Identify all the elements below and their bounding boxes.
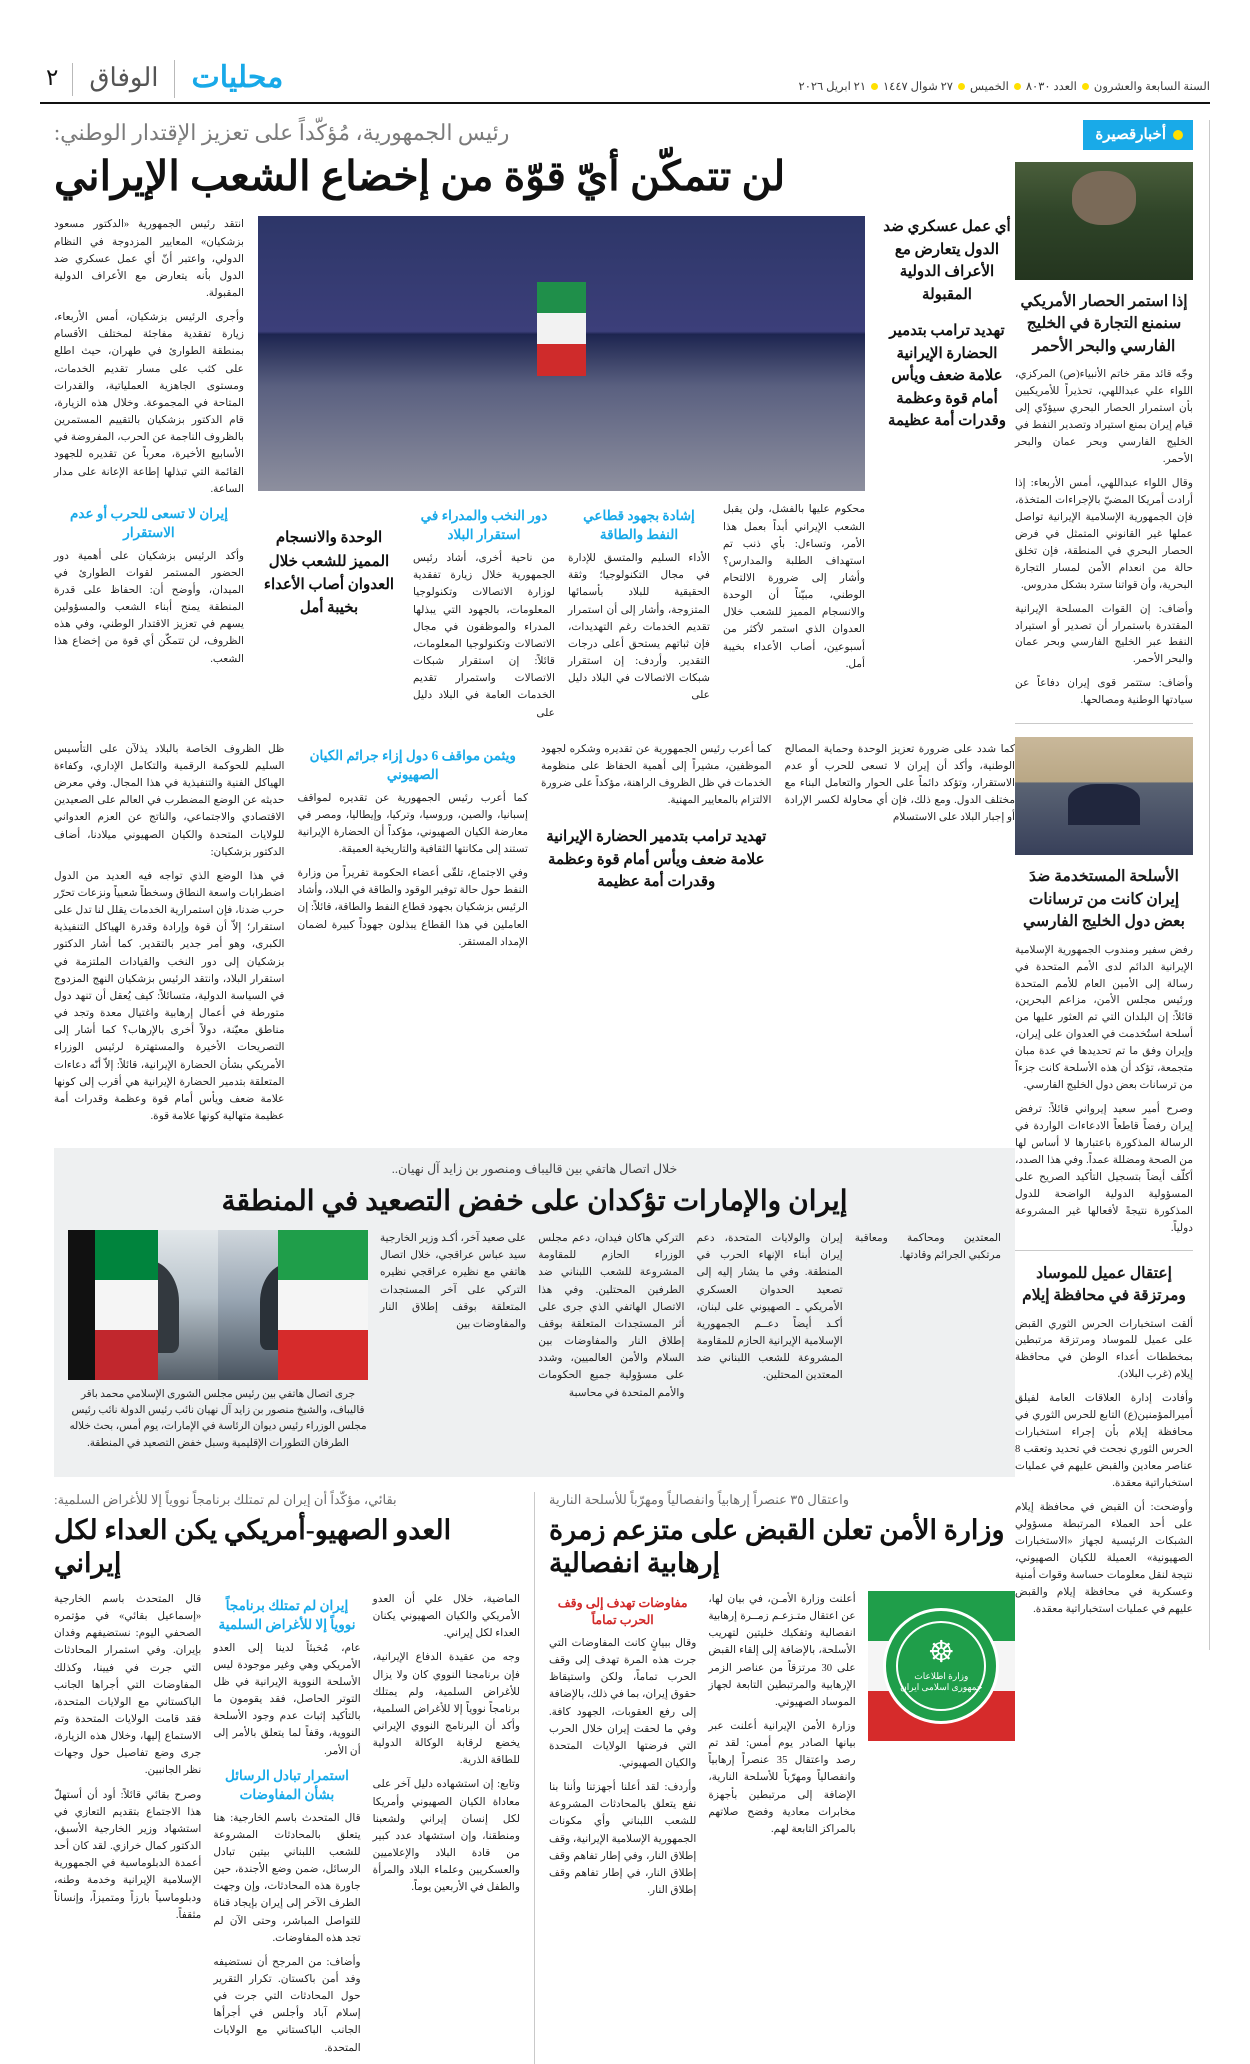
- band-photo-column: [68, 1230, 368, 1462]
- lead-paragraph: انتقد رئيس الجمهورية «الدكتور مسعود بزشكيان» المعايير المزدوجة في النظام الدولي، واعتبر أنّ أي عمل عسكري ضد الدول بأنه يتعارض مع الأعراف الدولية المقبولة.: [54, 219, 244, 299]
- bottom-subhead: إيران لم تمتلك برنامجاً نووياً إلا للأغراض السلمية: [218, 1597, 356, 1632]
- divider: [1015, 723, 1193, 724]
- page-number: ٢: [46, 65, 59, 90]
- short-news-sidebar: [1015, 120, 1210, 1650]
- band-paragraph: المعتدين ومحاكمة ومعاقبة مرتكبي الجرائم وقادتها.: [854, 1233, 1001, 1262]
- bullet-dot-icon: [1082, 83, 1089, 90]
- uae-iran-article: [54, 1148, 1015, 1477]
- bottom-paragraph: وجه من عقيدة الدفاع الإيرانية، فإن برنامجنا النووي كان ولا يزال للأغراض السلمية، ولم يمتلك برنامجاً نووياً إلا للأغراض السلمية، وأكد أن البرنامج النووي الإيراني يخضع لرقابة الوكالة الدولية للطاقة الذرية.: [372, 1652, 520, 1767]
- lead-pullquote: تهديد ترامب بتدمير الحضارة الإيرانية علامة ضعف ويأس أمام قوة وعظمة وقدرات أمة عظيمة: [546, 829, 767, 891]
- brand-title: الوفاق: [72, 63, 174, 96]
- masthead-right: [40, 60, 301, 98]
- lead-paragraph: من ناحية أخرى، أشاد رئيس الجمهورية خلال زيارة تفقدية لوزارة الاتصالات وتكنولوجيا المعلومات، بالجهود التي يبذلها المدراء والموظفون في مجال الاتصالات وتكنولوجيا المعلومات، قائلاً: إن استقرار شبكات الاتصالات واستمرار تقديم الخدمات العامة في البلاد دليل على: [413, 553, 555, 719]
- sidebar-paragraph: ألقت استخبارات الحرس الثوري القبض على عميل للموساد ومرتزقة مرتبطين بمخططات أعداء الوطن في محافظة إيلام (غرب البلاد).: [1015, 1318, 1193, 1381]
- sidebar-headline: الأسلحة المستخدمة ضدَ إيران كانت من ترسانات بعض دول الخليج الفارسي: [1023, 868, 1185, 931]
- bottom-subhead: مفاوضات تهدف إلى وقف الحرب تماماً: [557, 1595, 688, 1628]
- lead-left-column: [879, 216, 1015, 728]
- sidebar-paragraph: وأضاف: إن القوات المسلحة الإيرانية المقتدرة باستمرار أن تصدير أو استيراد النفط عبر الخليج الفارسي وبحر عمان والبحر الأحمر.: [1015, 603, 1193, 666]
- lead-paragraph: محكوم عليها بالفشل، ولن يقبل الشعب الإيراني أبداً بعمل هذا الأمر، وتساءل: بأي ذنب تم استهداف الطلبة والمدارس؟ وأشار إلى ضرورة الالتحام الوطني، مبيّناً أن الوحدة والانسجام المميز للشعب خلال العدوان الذي استمر لأكثر من أسبوعين، أصاب الأعداء بخيبة أمل.: [723, 504, 865, 670]
- bottom-paragraph: وتابع: إن استشهاده دليل آخر على معاداة الكيان الصهيوني وأمريكا لكل إنسان إيراني ولشعبنا ومنطقنا، وإن استشهاد عدد كبير من قادة البلاد والإعلاميين والعسكريين وعلماء البلاد والمرأة والطفل في الأربعين يوماً.: [372, 1779, 520, 1894]
- column-divider: [534, 1492, 535, 2064]
- emblem-symbol-icon: ☸: [927, 1635, 955, 1669]
- list-item[interactable]: [1015, 1263, 1193, 1619]
- bullet-dot-icon: [958, 83, 965, 90]
- ministry-of-intelligence-emblem-flag: [868, 1591, 1015, 1741]
- sidebar-paragraph: وأضاف: ستتمر قوى إيران دفاعاً عن سيادتها الوطنية ومصالحها.: [1015, 678, 1193, 707]
- dateline-issue: العدد ٨٠٣٠: [1025, 81, 1077, 93]
- un-security-council-photo: [1015, 737, 1193, 855]
- short-news-tag: [1083, 120, 1193, 150]
- bottom-paragraph: وأضاف: من المرجح أن نستضيفه وفد أمن باكستان. تكرار التقرير حول المحادثات التي جرت في إسلام آباد وأجلس في أجرأها الجانب الباكستاني مع الولايات المتحدة.: [213, 1956, 361, 2054]
- sidebar-paragraph: وصرح أمير سعيد إيرواني قائلاً: ترفض إيران رفضاً قاطعاً الادعاءات الواردة في الرسالة المذكورة باعتبارها لا أساس لها من الصحة ومضللة عمداً. وفي هذا الصدد، أكلّف أيضاً بتسجيل التأكيد الصريح على المسؤولية الدولية الواضحة للدول المذكورة نتيجةً لأفعالها غير المشروعة دولياً.: [1015, 1104, 1193, 1234]
- qalibaf-and-mansour-bin-zayed-photo: [68, 1230, 368, 1380]
- lead-subhead: ويثمن مواقف 6 دول إزاء جرائم الكيان الصهيوني: [309, 747, 516, 782]
- band-paragraph: التركي هاكان فيدان، دعم مجلس الوزراء الحازم للمقاومة المشروعة للشعب اللبناني ضد الطرفين المحتلين. وفي هذا الاتصال الهاتفي الذي جرى على أثر المستجدات المتعلقة بوقف إطلاق النار والمفاوضات بين السلام والأمن العالميين، وشدد على مسؤولية جميع الحكومات والأمم المتحدة في محاسبة: [538, 1233, 685, 1399]
- section-title: محليات: [174, 60, 301, 98]
- sidebar-headline: إعتقال عميل للموساد ومرتزقة في محافظة إيلام: [1022, 1264, 1186, 1305]
- lead-photo-wrapper: [258, 216, 865, 728]
- band-paragraph: على صعيد آخر، أكـد وزير الخارجية سيد عباس عراقجي، خلال اتصال هاتفي مع نظيره عراقجي نظيره التركي على آخر المستجدات المتعلقة بوقف إطلاق النار والمفاوضات بين: [380, 1233, 527, 1330]
- newspaper-page: [0, 60, 1250, 2054]
- bottom-paragraph: وأردف: لقد أعلنا أجهزتنا وأننا بنا نفع يتعلق بالمحادثات المشروعة للشعب اللبناني وأي مكونات الجمهورية الإسلامية الإيرانية، وقف إطلاق النار، وفي إطار تفاهم وقف إطلاق النار، في إطار تفاهم وقف إطلاق النار.: [549, 1782, 697, 1897]
- dateline-hijri: ٢٧ شوال ١٤٤٧: [883, 81, 953, 93]
- lead-paragraph: وفي الاجتماع، تلقّى أعضاء الحكومة تقريراً من وزارة النفط حول حالة توفير الوقود والطاقة في البلاد، وأشاد الرئيس بزشكيان بجهود قطاع النفط والطاقة، قائلاً: إن العاملين في هذا القطاع يبذلون جهوداً كبيرة لضمان الإمداد المستقر.: [297, 868, 528, 948]
- bottom-right-kicker: بقائي، مؤكّداً أن إيران لم تمتلك برنامجاً نووياً إلا للأغراض السلمية:: [54, 1492, 397, 1508]
- lead-paragraph: ظل الظروف الخاصة بالبلاد يذلآن على التأسيس السليم للحوكمة الرقمية والتكامل الإداري، وكفاءة الهياكل الفنية والتنفيذية في هذا المجال. وفي معرض حديثه عن الوضع المضطرب في العالم على الصعيدين الاقتصادي والاجتماعي، والناتج عن العزم العدواني للولايات المتحدة والكيان الصهيوني ميلادنا، أضاف الدكتور بزشكيان:: [54, 743, 285, 858]
- main-column: [40, 120, 1015, 2054]
- lead-paragraph: وأكد الرئيس بزشكيان على أهمية دور الحضور المستمر لقوات الطوارئ في الميدان، وأوضح أن: الحفاظ على قدرة المنطقة يمنح أبناء الشعب والمسؤولين يسهم في تعزيز الاقتدار الوطني، وفي هذه الظروف، لن تتمكّن أي قوة من إخضاع هذا الشعب.: [54, 550, 244, 665]
- band-kicker: خلال اتصال هاتفي بين قاليباف ومنصور بن زايد آل نهيان..: [391, 1162, 678, 1177]
- lead-pullquote: الوحدة والانسجام المميز للشعب خلال العدوان أصاب الأعداء بخيبة أمل: [263, 530, 395, 617]
- sidebar-paragraph: وقال اللواء عبداللهي، أمس الأربعاء: إذا أرادت أمريكا المضيّ بالإجراءات المتخذة، فإن الجمهورية الإسلامية الإيرانية تواصل عملها غير القانوني المتمثل في فرض الحصار البحري في المنطقة، فإن تخلق حالة من انعدام الأمن لمسار التجارة البحرية، وأن قواتنا سترد بشكل مدروس.: [1015, 478, 1193, 591]
- sidebar-paragraph: رفض سفير ومندوب الجمهورية الإسلامية الإيرانية الدائم لدى الأمم المتحدة في رسالة إلى الأمين العام للأمم المتحدة ورئيس مجلس الأمن، مزاعم البحرين، قائلاً: إن البلدان التي تم العثور عليها من أسلحة استُخدمت في العدوان على إيران، وإيران وفق ما تم تحديدها في عدة مبان متجمعة، تؤكد أن هذه الأسلحة كانت جزءاً من ترسانات بعض دول الخليج الفارسي.: [1015, 944, 1193, 1092]
- lead-paragraph: في هذا الوضع الذي تواجه فيه العديد من الدول اضطرابات واسعة النطاق وسخطاً شعبياً ونزعات تحرّر حرب ضدنا، فإن استمرارية الخدمات يقلل لنا تدل على استقرار؛ إلاّ أن قوة وإرادة وقدرة الهياكل التنفيذية الكبرى، وهو أمر جدير بالتقدير. كما أشار الدكتور بزشكيان إلى دور النخب والقيادات الملتزمة في استقرار البلاد، وانتقد الرئيس بزشكيان النهج المزدوج في السياسة الدولية، متسائلاً: كيف يُعقل أن تنهد دول متورطة في أعمال إرهابية واغتيال معدة وتجد في مناطق معيّنة، دولاً أخرى بالإرهاب؟ كما أشار إلى التصريحات الأخيرة والمستهترة لرئيس الوزراء الأمريكي بشأن الحضارة الإيرانية، قائلاً: إلاّ أنّه دعاءات المتعلقة بتدمير الحضارة الإيرانية هي أقرب إلى كونها علامة ضعف ويأس أمام قوة وعظمة وقدرات أمة عظيمة متهالية كونها علامة قوة.: [54, 870, 285, 1122]
- bullet-dot-icon: [1173, 130, 1183, 140]
- lead-paragraph: كما أعرب رئيس الجمهورية عن تقديره لمواقف إسبانيا، والصين، وروسيا، وتركيا، وإيطاليا، ومصر في معارضة الكيان الصهيوني، مؤكداً أن الحضارة الإيرانية تستند إلى مكانتها الثقافية والتاريخية العميقة.: [297, 792, 528, 855]
- bottom-paragraph: وقال ببيانٍ كانت المفاوضات التي جرت هذه المرة تهدف إلى وقف الحرب تماماً، ولكن واستيقاظ حقوق إيران، بما في ذلك، بالإضافة إلى رفع العقوبات، الجهود كافة. وفي ما لحقت إيران خلال الحرب التي فرضتها الولايات المتحدة والكيان الصهيوني.: [549, 1637, 697, 1770]
- lead-pullquote: أي عمل عسكري ضد الدول يتعارض مع الأعراف الدولية المقبولة: [883, 219, 1011, 303]
- lead-kicker: رئيس الجمهورية، مُؤكّداً على تعزيز الإقتدار الوطني:: [54, 120, 510, 145]
- bottom-subhead: استمرار تبادل الرسائل بشأن المفاوضات: [225, 1767, 349, 1802]
- band-photo-caption: جرى اتصال هاتفي بين رئيس مجلس الشورى الإسلامي محمد باقر قاليباف، والشيخ منصور بن زايد آل نهيان نائب رئيس الدولة نائب رئيس مجلس الوزراء رئيس ديوان الرئاسة في الإمارات، يوم أمس، بحث خلاله الطرفان التطورات الإقليمية وسبل خفض التصعيد في المنطقة.: [69, 1389, 367, 1449]
- dateline-weekday: الخميس: [969, 81, 1009, 93]
- lead-right-column: [54, 216, 244, 728]
- bottom-paragraph: قال المتحدث باسم الخارجية «إسماعيل بقائي» في مؤتمره الصحفي اليوم: نستضيفهم وفدان بإيران. وفي استمرار المحادثات التي جرت في فيينا، وكذلك المفاوضات التي أجراها الجانب الباكستاني مع الولايات المتحدة، فقد قامت الولايات المتحدة وتم الاستماع إليها، وخلال هذه الزيارة، جرى وضع تفاصيل حول وجهات نظر الجانبين.: [54, 1593, 202, 1777]
- general-portrait-photo: [1015, 162, 1193, 280]
- lead-subhead: دور النخب والمدراء في استقرار البلاد: [420, 508, 548, 543]
- bottom-paragraph: وصرح بقائي قائلاً: أود أن أستهلّ هذا الاجتماع بتقديم التعازي في استشهاد وزير الخارجية الأسبق، الدكتور كمال خرازي. لقد كان أحد أعمدة الدبلوماسية في الجمهورية الإسلامية الإيرانية وخدمة وطنه، ودبلوماسياً بارزاً ومتميزاً، وإنساناً مثقفاً.: [54, 1789, 202, 1921]
- bottom-articles-row: [54, 1492, 1015, 2064]
- dateline-year: السنة السابعة والعشرون: [1093, 81, 1210, 93]
- dateline-gregorian: ٢١ ابريل ٢٠٢٦: [798, 81, 866, 93]
- bullet-dot-icon: [1014, 83, 1021, 90]
- bottom-paragraph: عام، مُخبئاً لدينا إلى العدو الأمريكي وهي وغير موجودة ليس الأسلحة النووية الإيرانية في ظل التوتر الحاصل، فقد يقومون ما بالتأكيد إثبات عدم وجود الأسلحة النووية، وقفاً لما يتعلق بالأمر إلى أن الأمر.: [213, 1642, 361, 1757]
- sidebar-paragraph: وجّه قائد مقر خاتم الأنبياء(ص) المركزي، اللواء علي عبداللهي، تحذيراً للأمريكيين بأن استمرار الحصار البحري سيؤدّي إلى قيام إيران بمنع استيراد وتصدير النفط في الخليج الفارسي وبحر عمان والبحر الأحمر.: [1015, 369, 1193, 466]
- lead-paragraph: كما شدد على ضرورة تعزيز الوحدة وحماية المصالح الوطنية، وأكد أن إيران لا تسعى للحرب أو عدم الاستقرار، وتؤكد دائماً على الحوار والتعامل البناء مع مختلف الدول. ومع ذلك، فإن أي محاولة لكسر الإرادة أو إجبار البلاد على الاستسلام: [784, 743, 1015, 824]
- divider: [1015, 1250, 1193, 1251]
- lead-paragraph: وأجرى الرئيس بزشكيان، أمس الأربعاء، زيارة تفقدية مفاجئة لمختلف الأقسام بمنطقة الطوارئ في طهران، حيث اطلع على كثب على مسار تقديم الخدمات، ومستوى الجاهزية العملياتية، والقدرات المتاحة في المجموعة. وخلال هذه الزيارة، قام الدكتور بزشكيان بالتقييم المستمرين بالظروف الناجمة عن الحرب، المفروضة في الأسابيع الأخيرة، معرباً عن تقديره للجهود القائمة التي تبذلها إطاعة الإعانة على مدار الساعة.: [54, 312, 244, 495]
- bottom-paragraph: وزارة الأمن الإيرانية أعلنت عبر بيانها الصادر يوم أمس: لقد تم رصد واعتقال 35 عنصراً إرهابياً وانفصالياً ومهرّباً للأسلحة النارية، الإضافة إلى مرتبطين بأجهزة مخابرات معادية وفضح صلاتهم بالمراكز التابعة لهم.: [708, 1721, 856, 1835]
- band-headline: إيران والإمارات تؤكدان على خفض التصعيد في المنطقة: [221, 1186, 848, 1218]
- lead-subhead: إشادة بجهود قطاعي النفط والطاقة: [583, 508, 695, 543]
- lead-pullquote: تهديد ترامب بتدمير الحضارة الإيرانية علامة ضعف ويأس أمام قوة وعظمة وقدرات أمة عظيمة: [887, 323, 1007, 430]
- sidebar-headline: إذا استمر الحصار الأمريكي سنمنع التجارة في الخليج الفارسي والبحر الأحمر: [1020, 293, 1188, 355]
- bottom-paragraph: قال المتحدث باسم الخارجية: هنا يتعلق بالمحادثات المشروعة للشعب اللبناني بيتين تبادل الرسائل، ضمن وضع الأجندة، حين جاورة هذه المحادثات، وإن وجهت الطرف الآخر إلى إيران بإيجاد قناة للتواصل المباشر، وحتى الآن لم تجد هذه المفاوضات.: [213, 1812, 361, 1944]
- sidebar-paragraph: وأفادت إدارة العلاقات العامة لفيلق أميرالمؤمنين(ع) التابع للحرس الثوري في محافظة إيلام بأن إجراء استخبارات الحرس الثوري نجحت في تحديد وتعقب 8 عناصر معادين والقبض عليهم في عمليات استخباراتية معقدة.: [1015, 1393, 1193, 1489]
- lead-paragraph: كما أعرب رئيس الجمهورية عن تقديره وشكره لجهود الموظفين، مشيراً إلى أهمية الحفاظ على منظومة الخدمات في ظل الظروف الراهنة، مؤكداً على ضرورة الالتزام بالمعايير المهنية.: [541, 743, 772, 807]
- bottom-paragraph: أعلنت وزارة الأمـن، في بيان لها، عن اعتقال متـزعـم زمــرة إرهابية انفصالية وتفكيك خليتين لتهريب الأسلحة، بالإضافة إلى إلقاء القبض على 30 مرتزقاً من عناصر الزمر الإرهابية والمرتبطين التابعة لجهاز الموساد الصهيوني.: [708, 1593, 856, 1708]
- masthead: [40, 60, 1210, 104]
- lead-paragraph: الأداء السليم والمتسق للإدارة في مجال التكنولوجيا؛ وثقة الحقيقية للبلاد بأسمائها المتزوجة، وأشار إلى أن استمرار تقديم الخدمات رغم التهديدات، فإن ثباتهم يستحق أعلى درجات التقدير. وأردف: إن استقرار شبكات الاتصالات في البلاد دليل على: [568, 553, 710, 702]
- security-ministry-article: [549, 1492, 1015, 2064]
- list-item[interactable]: [1015, 737, 1193, 1237]
- dateline: [799, 79, 1210, 98]
- band-paragraph: إيران والولايات المتحدة، دعم إيران أبناء الإنهاء الحرب في المنطقة. وفي ما يشار إليه إلى تصعيد الحدوان العسكري الأمريكي ـ الصهيوني على لبنان، أكـد أيضاً دعــم الجمهورية الإسلامية الإيرانية الحازم للمقاومة المشروعة للشعب اللبناني ضد المعتدين المحتلين.: [696, 1233, 843, 1382]
- bottom-left-headline: وزارة الأمن تعلن القبض على متزعم زمرة إرهابية انفصالية: [549, 1515, 1005, 1578]
- page-body: [40, 120, 1210, 2054]
- bullet-dot-icon: [871, 83, 878, 90]
- ministry-emblem-icon: ☸ وزارة اطلاعات جمهوری اسلامی ایران: [883, 1608, 999, 1724]
- lead-lower-columns: [54, 741, 1015, 1132]
- sidebar-paragraph: وأوضحت: أن القبض في محافظة إيلام على أحد العملاء المرتبطة مسؤولي الشبكات الرئيسية لجهاز «الاستخبارات الصهيونية» العميلة للكيان الصهيوني، نتيجة لنقل معلومات حساسة وقوات أمنية وعسكرية في محافظة إيلام والقبض عليهم في عمليات استخباراتية معقدة.: [1015, 1501, 1193, 1615]
- lead-headline: لن تتمكّن أيّ قوّة من إخضاع الشعب الإيراني: [54, 153, 786, 199]
- bottom-left-kicker: واعتقال ٣٥ عنصراً إرهابياً وانفصالياً ومهرّباً للأسلحة النارية: [549, 1492, 849, 1508]
- nuclear-statement-article: [54, 1492, 520, 2064]
- bottom-paragraph: الماضية، خلال علي أن العدو الأمريكي والكيان الصهيوني يكنان العداء لكل إيراني.: [372, 1593, 520, 1640]
- lead-article: [54, 120, 1015, 1132]
- short-news-tag-label: أخبارقصيرة: [1095, 127, 1166, 143]
- list-item[interactable]: [1015, 162, 1193, 710]
- presidential-cabinet-meeting-photo: [258, 216, 865, 491]
- bottom-right-headline: العدو الصهيو-أمريكي يكن العداء لكل إيراني: [54, 1515, 452, 1578]
- lead-subhead: إيران لا تسعى للحرب أو عدم الاستقرار: [70, 505, 228, 540]
